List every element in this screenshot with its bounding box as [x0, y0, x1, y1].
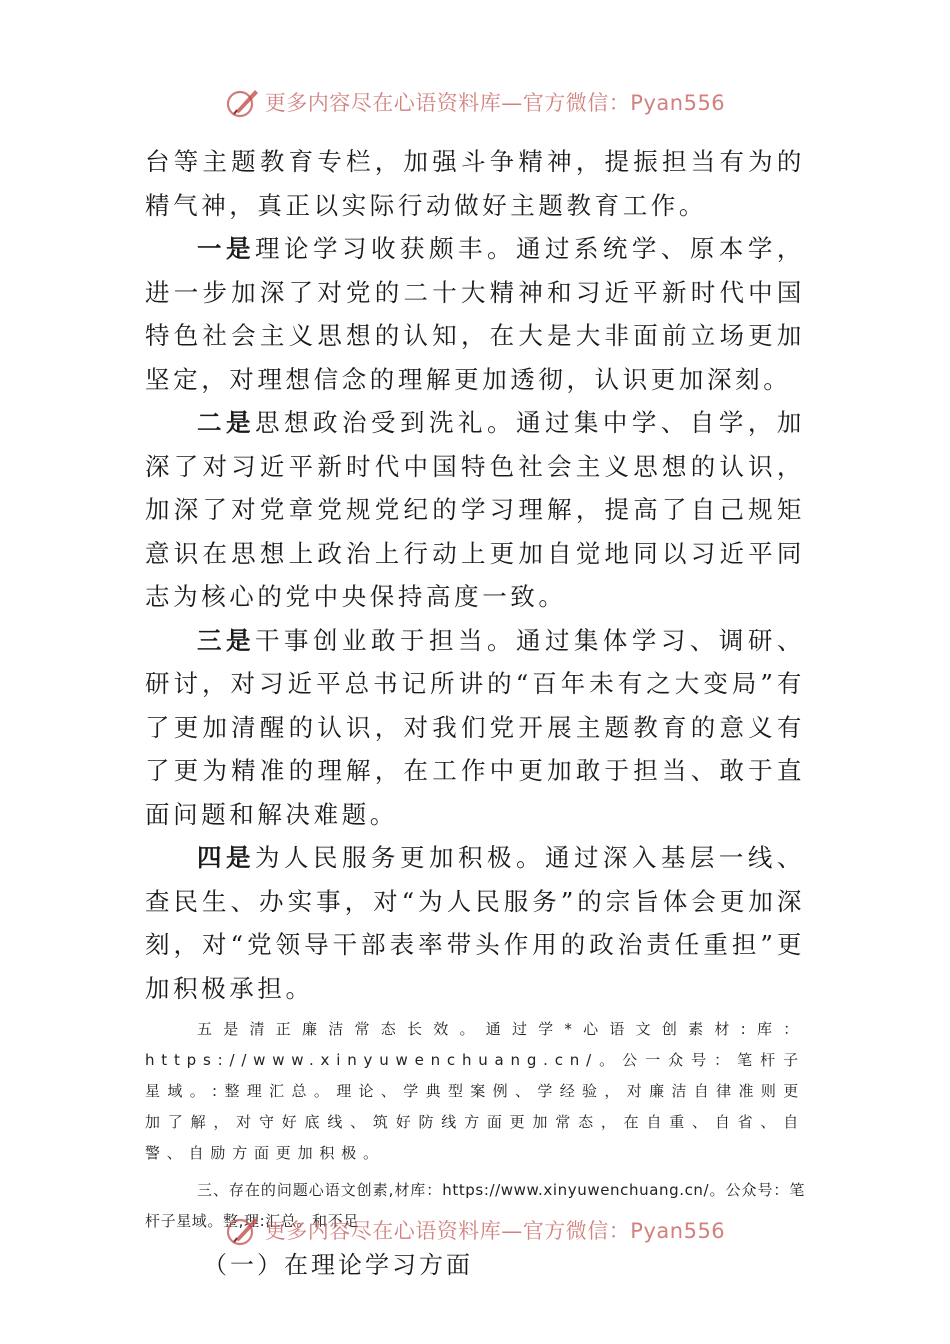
point-text: 思想政治受到洗礼。通过集中学、自学，加深了对习近平新时代中国特色社会主义思想的认识，加深了对党章党规党纪的学习理解，提高了自己规矩意识在思想上政治上行动上更加自觉地同以习近平同志为核心的党中央保持高度一致。 [145, 408, 805, 611]
point-lead: 四是 [197, 843, 255, 872]
header-watermark-banner [0, 82, 950, 122]
point-lead: 二是 [197, 408, 255, 437]
footer-watermark-banner [0, 1210, 950, 1250]
paragraph-section-3-small: 三、存在的问题心语文创素,材库：https://www.xinyuwenchuang.cn/。公众号：笔杆子星域。整,理:汇总。和不足 [145, 1181, 805, 1230]
quill-pen-logo-icon [225, 85, 261, 119]
point-lead: 三是 [197, 625, 255, 655]
quill-pen-logo-icon [225, 1213, 261, 1247]
paragraph-point-5-small: 五是清正廉洁常态长效。通过学*心语文创素材:库：https://www.xinyuwenchuang.cn/。公一众号：笔杆子星域。:整理汇总。理论、学典型案例、学经验，对廉洁自律准则更加了解，对守好底线、筑好防线方面更加常态，在自重、自省、自警、自励方面更加积极。 [145, 1020, 805, 1162]
paragraph-point-3 [145, 619, 805, 837]
banner-text: 更多内容尽在心语资料库—官方微信：Pyan556 [264, 1219, 726, 1243]
paragraph-point-2 [145, 401, 805, 619]
point-text: 为人民服务更加积极。通过深入基层一线、查民生、办实事，对“为人民服务”的宗旨体会更加深刻，对“党领导干部表率带头作用的政治责任重担”更加积极承担。 [145, 843, 805, 1003]
point-text: 理论学习收获颇丰。通过系统学、原本学，进一步加深了对党的二十大精神和习近平新时代中国特色社会主义思想的认知，在大是大非面前立场更加坚定，对理想信念的理解更加透彻，认识更加深刻。 [145, 234, 805, 394]
section-heading: （一）在理论学习方面 [203, 1251, 473, 1279]
point-text: 干事创业敢于担当。通过集体学习、调研、研讨，对习近平总书记所讲的“百年未有之大变局”有了更加清醒的认识，对我们党开展主题教育的意义有了更为精准的理解，在工作中更加敢于担当、敢于直面问题和解决难题。 [145, 625, 805, 829]
paragraph-point-1 [145, 227, 805, 401]
paragraph-point-4 [145, 836, 805, 1010]
document-body [145, 140, 805, 1285]
point-lead: 一是 [197, 234, 255, 263]
banner-text: 更多内容尽在心语资料库—官方微信：Pyan556 [264, 91, 726, 115]
paragraph: 台等主题教育专栏，加强斗争精神，提振担当有为的精气神，真正以实际行动做好主题教育工作。 [145, 147, 805, 220]
